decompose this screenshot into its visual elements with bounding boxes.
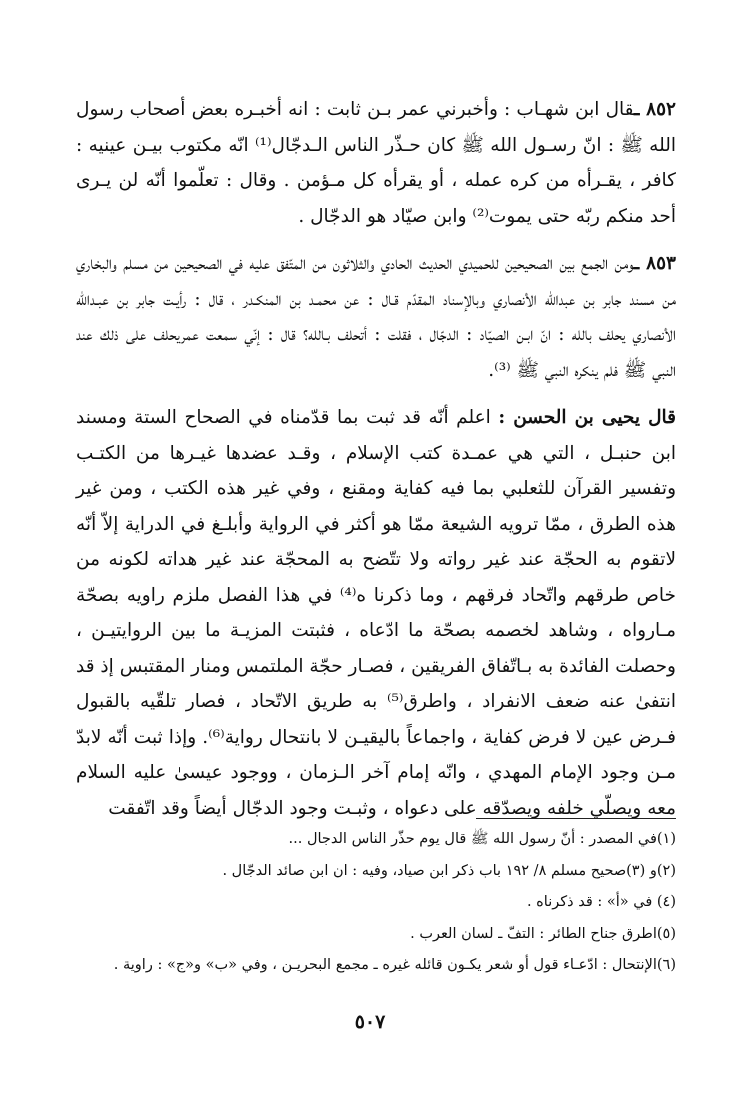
footnote: (١)في المصدر : أنّ رسول الله ﷺ قال يوم حذّر الناس الدجال ... <box>288 831 676 847</box>
footnote: (٦)الإنتحال : ادّعـاء قول أو شعر يكـون قائله غيره ـ مجمع البحريـن ، وفي «ب» و«ج» : راوية . <box>113 957 676 973</box>
footnote: (٤) في «أ» : قد ذكرناه . <box>526 894 676 910</box>
hadith-number: ٨٥٢ ـ <box>634 99 676 120</box>
commentary-paragraph <box>76 400 676 826</box>
footnote-divider <box>476 818 676 819</box>
paragraph-text: ومن الجمع بين الصحيحين للحميدي الحديث الحادي والثلاثون من المتّفق عليه في الصحيحين من مسلم والبخاري من مسند جابر بن عبدالله الأنصاري وبالإسناد المقدّم قـال : عن محمـد بن المنكـدر ، قال : رأيـت جابر بن عبـدالله الأنصاري يحلف بالله : انّ ابـن الصيّاد : الدجّال ، فقلت : أتحلف بـالله؟ قال : إنّي سمعت عمريحلف على ذلك عند النبي ﷺ فلم ينكره النبي ﷺ ⁽³⁾. <box>76 253 676 381</box>
paragraph-text: قال ابن شهـاب : وأخبرني عمر بـن ثابت : انه أخبـره بعض أصحاب رسول الله ﷺ : انّ رسـول الله ﷺ كان حـذّر الناس الـدجّال⁽¹⁾ انّه مكتوب بيـن عينيه : كافر ، يقـرأه من كره عمله ، أو يقرأه كل مـؤمن . وقال : تعلّموا أنّه لن يـرى أحد منكم ربّه حتى يموت⁽²⁾ وابن صيّاد هو الدجّال . <box>76 99 677 227</box>
hadith-number: ٨٥٣ ـ <box>633 253 676 274</box>
body-text <box>76 92 676 838</box>
footnote: (٥)اطرق جناح الطائر : التفّ ـ لسان العرب . <box>410 925 676 942</box>
speaker-lead: قال يحيى بن الحسن : <box>498 407 676 428</box>
page-number: ٥٠٧ <box>354 1011 386 1033</box>
paragraph-text: اعلم أنّه قد ثبت بما قدّمناه في الصحاح الستة ومسند ابن حنبـل ، التي هي عمـدة كتب الإسلام ، وقـد عضدها غيـرها من الكتـب وتفسير القرآن للثعلبي بما فيه كفاية ومقنع ، وفي غير هذه الكتب ، ومن غير هذه الطرق ، ممّا ترويه الشيعة ممّا هو أكثر في الرواية وأبلـغ في الدراية إلاّ أنّه لاتقوم به الحجّة عند غير رواته ولا تتّضح به المحجّة عند غير هداته لكونه من خاص طرقهم واتّحاد فرقهم ، وما ذكرنا ه⁽⁴⁾ في هذا الفصل ملزم راويه بصحّة مـارواه ، وشاهد لخصمه بصحّة ما ادّعاه ، فثبتت المزيـة ما بين الروايتيـن ، وحصلت الفائدة به بـاتّفاق الفريقين ، فصـار حجّة الملتمس ومنار المقتبس إذ قد انتفىٰ عنه ضعف الانفراد ، واطرق⁽⁵⁾ به طريق الاتّحاد ، فصار تلقّيه بالقبول فـرض عين لا فرض كفاية ، واجماعاً باليقيـن لا بانتحال رواية⁽⁶⁾. وإذا ثبت أنّه لابدّ مـن وجود الإمام المهدي ، وانّه إمام آخر الـزمان ، ووجود عيسىٰ عليه السلام معه ويصلّي خلفه ويصدّقه على دعواه ، وثبـت وجود الدجّال أيضاً وقد اتّفقت <box>76 407 677 819</box>
footnote: (٢)و (٣)صحيح مسلم ٨/ ١٩٢ باب ذكر ابن صياد، وفيه : ان ابن صائد الدجّال . <box>222 862 676 879</box>
hadith-853 <box>76 246 676 388</box>
footnotes <box>76 824 676 982</box>
hadith-852 <box>76 92 676 234</box>
